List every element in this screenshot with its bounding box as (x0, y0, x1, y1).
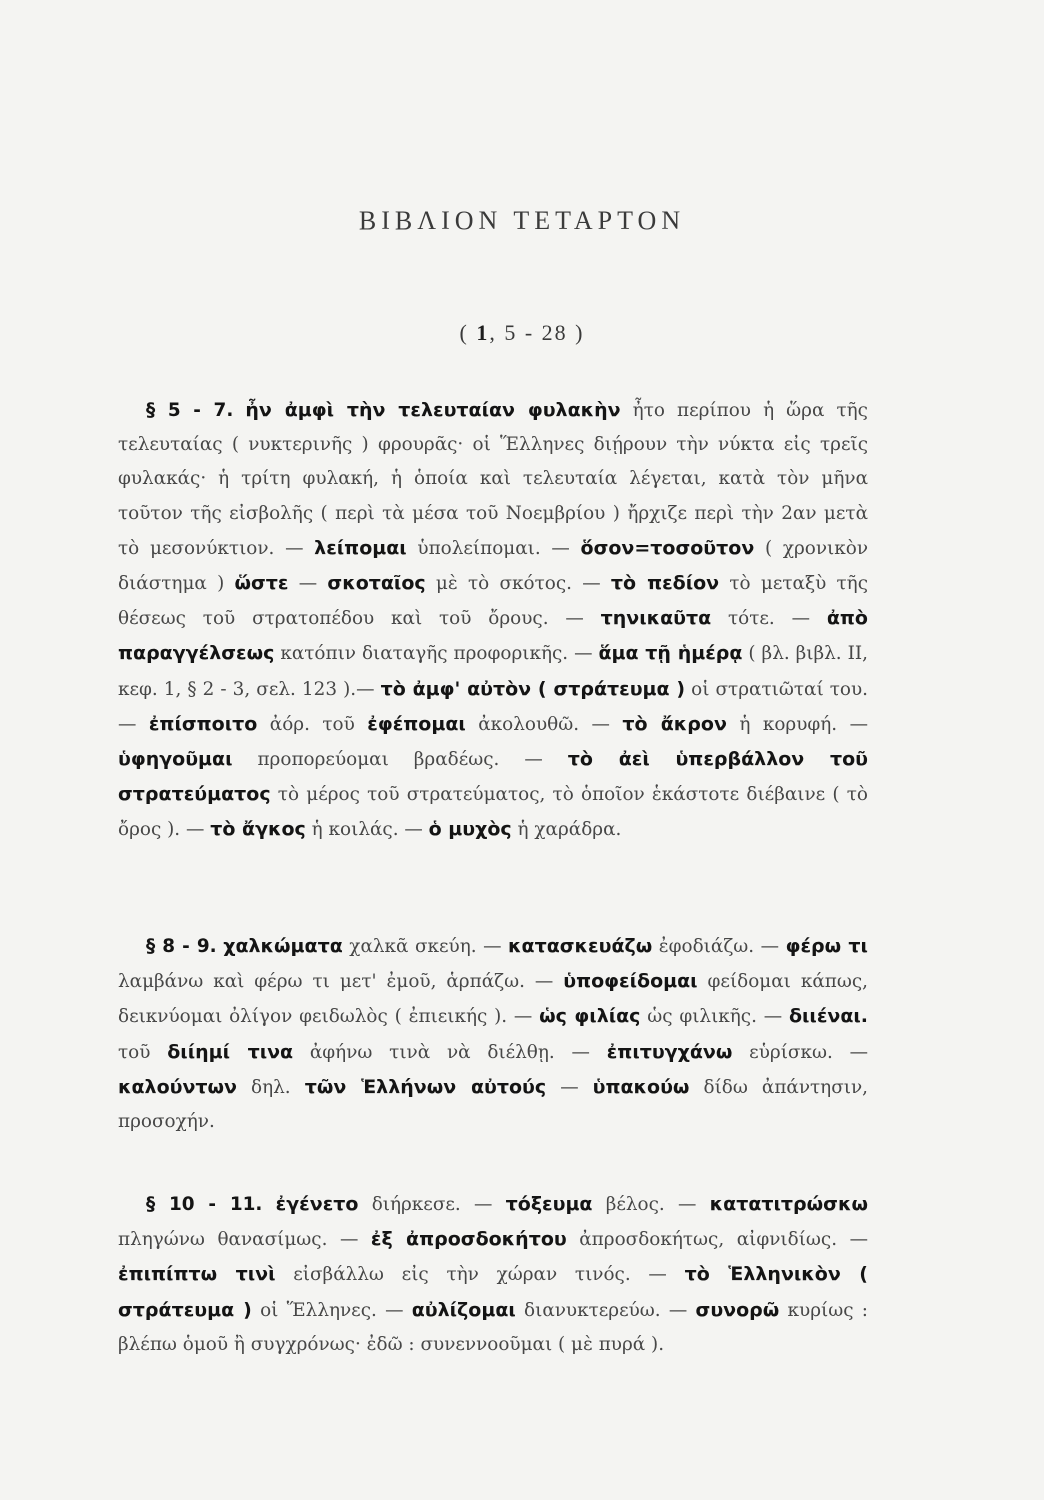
gloss-text: προπορεύομαι βραδέως. — (232, 749, 568, 771)
gloss-text: ( βλ. βιβλ. II, κεφ. 1, § 2 - 3, σελ. 123 ).— (118, 643, 868, 700)
gloss-text: λαμβάνω καὶ φέρω τι μετ' ἐμοῦ, ἁρπάζω. — (118, 971, 564, 993)
gloss-text: οἱ Ἕλληνες. — (251, 1299, 412, 1321)
gloss-text: ἐφοδιάζω. — (652, 936, 786, 957)
gloss-text: ἀφήνω τινὰ νὰ διέλθῃ. — (293, 1041, 607, 1063)
glossed-term: τὸ ἀμφ' αὐτὸν ( στράτευμα ) (380, 677, 686, 700)
glossed-term: τὸ πεδίον (610, 572, 720, 595)
gloss-text: κατόπιν διαταγῆς προφορικῆς. — (274, 643, 599, 665)
gloss-text: — (546, 1076, 593, 1098)
gloss-text: ( χρονικὸν διάστημα ) (118, 537, 868, 595)
gloss-text: ἦτο περίπου ἡ ὥρα τῆς τελευταίας ( νυκτερινῆς ) φρουρᾶς· οἱ Ἕλληνες διῄρουν τὴν νύκτα εἰς τρεῖς φυλακάς· ἡ τρίτη φυλακή, ἡ ὁποία καὶ τελευταία λέγεται, κατὰ τὸν μῆνα τοῦτον τῆς εἰσβολῆς ( περὶ τὰ μέσα τοῦ Νοεμβρίου ) ἤρχιζε περὶ τὴν 2αν μετὰ τὸ μεσονύκτιον. — (118, 400, 868, 559)
glossed-term: ὡς φιλίας (539, 1005, 641, 1028)
section-reference: § 5 - 7. (146, 400, 234, 421)
glossed-term: τὸ ἄγκος (210, 818, 306, 841)
glossed-term: σκοταῖος (327, 572, 426, 595)
glossed-term: ὑποφείδομαι (563, 970, 698, 993)
glossed-term: ὥστε (234, 572, 289, 595)
gloss-text: διήρκεσε. — (358, 1194, 506, 1215)
glossed-term: ἀπὸ παραγγέλσεως (118, 607, 868, 665)
glossed-term: καλούντων (118, 1075, 237, 1098)
glossed-term: ὅσον=τοσοῦτον (580, 536, 755, 559)
glossed-term: ἅμα τῇ ἡμέρᾳ (598, 642, 743, 665)
glossed-term: τόξευμα (505, 1193, 593, 1215)
gloss-text: βέλος. — (592, 1194, 710, 1215)
gloss-text: μὲ τὸ σκότος. — (425, 573, 611, 595)
book-title: ΒΙΒΛΙΟΝ ΤΕΤΑΡΤΟΝ (358, 206, 686, 235)
glossed-term: ἐξ ἀπροσδοκήτου (370, 1228, 567, 1251)
glossed-term: ὑπακούω (592, 1075, 690, 1098)
chapter-range (0, 320, 1044, 346)
glossed-term: λείπομαι (314, 536, 407, 559)
glossed-term: τὸ Ἑλληνικὸν ( στράτευμα ) (118, 1263, 868, 1321)
gloss-text: οἱ στρατιῶταί του. — (118, 678, 868, 735)
gloss-text: — (288, 573, 328, 595)
gloss-text: ὡς φιλικῆς. — (640, 1006, 789, 1028)
glossed-term: τῶν Ἑλλήνων αὐτούς (304, 1075, 547, 1098)
glossed-term: κατασκευάζω (508, 935, 653, 957)
glossed-term: ἐφέπομαι (367, 712, 466, 735)
gloss-text: ἡ χαράδρα. (511, 819, 622, 841)
gloss-text: δηλ. (236, 1076, 305, 1098)
gloss-text: ὑπολείπομαι. — (406, 537, 581, 559)
glossed-term: ἦν ἀμφὶ τὴν τελευταίαν φυλακὴν (245, 399, 621, 421)
gloss-text: φείδομαι κάπως, δεικνύομαι ὀλίγον φειδωλὸς ( ἐπιεικής ). — (118, 971, 868, 1028)
commentary-section-10-11 (118, 1187, 868, 1362)
gloss-text: πληγώνω θανασίμως. — (118, 1229, 371, 1251)
glossed-term: τηνικαῦτα (600, 607, 712, 630)
glossed-term: φέρω τι (785, 935, 868, 957)
range-chapter: 1 (476, 320, 490, 345)
glossed-term: αὐλίζομαι (411, 1298, 516, 1321)
gloss-text: ἀπροσδοκήτως, αἰφνιδίως. — (566, 1229, 868, 1251)
commentary-section-5-7 (118, 393, 868, 848)
glossed-term: τὸ ἀεὶ ὑπερβάλλον τοῦ στρατεύματος (118, 748, 868, 806)
section-reference: § 10 - 11. (146, 1194, 263, 1215)
glossed-term: διιέναι. (788, 1005, 869, 1028)
gloss-text: τότε. — (711, 608, 827, 630)
section-reference: § 8 - 9. (146, 936, 217, 957)
gloss-text: διανυκτερεύω. — (515, 1299, 696, 1321)
gloss-text: κυρίως : βλέπω ὁμοῦ ἢ συγχρόνως· ἐδῶ : συνεννοοῦμαι ( μὲ πυρά ). (118, 1299, 868, 1355)
glossed-term: ὁ μυχὸς (428, 818, 512, 841)
range-rest: , 5 - 28 ) (489, 320, 585, 345)
glossed-term: ὑφηγοῦμαι (118, 748, 233, 771)
glossed-term: διίημί τινα (167, 1040, 294, 1063)
commentary-section-8-9 (118, 929, 868, 1139)
gloss-text: ἡ κορυφή. — (726, 713, 868, 735)
glossed-term: ἐπιτυγχάνω (606, 1040, 733, 1063)
gloss-text: τὸ μέρος τοῦ στρατεύματος, τὸ ὁποῖον ἑκάστοτε διέβαινε ( τὸ ὄρος ). — (118, 784, 868, 841)
gloss-text: ἀκολουθῶ. — (465, 713, 623, 735)
gloss-text: δίδω ἀπάντησιν, προσοχήν. (118, 1076, 868, 1133)
glossed-term: κατατιτρώσκω (709, 1193, 868, 1215)
gloss-text: ἡ κοιλάς. — (305, 819, 429, 841)
gloss-text: χαλκᾶ σκεύη. — (342, 936, 509, 957)
glossed-term: ἐπίσποιτο (148, 712, 258, 735)
gloss-text: εὑρίσκω. — (732, 1041, 868, 1063)
glossed-term: συνορῶ (695, 1298, 780, 1321)
gloss-text: εἰσβάλλω εἰς τὴν χώραν τινός. — (275, 1264, 685, 1286)
gloss-text: τοῦ (118, 1041, 168, 1063)
glossed-term: τὸ ἄκρον (622, 712, 727, 735)
gloss-text: ἀόρ. τοῦ (257, 713, 368, 735)
gloss-text: τὸ μεταξὺ τῆς θέσεως τοῦ στρατοπέδου καὶ τοῦ ὄρους. — (118, 573, 869, 630)
range-open: ( (459, 320, 477, 345)
glossed-term: ἐγένετο (275, 1193, 359, 1215)
glossed-term: ἐπιπίπτω τινὶ (118, 1263, 276, 1286)
glossed-term: χαλκώματα (223, 935, 343, 957)
